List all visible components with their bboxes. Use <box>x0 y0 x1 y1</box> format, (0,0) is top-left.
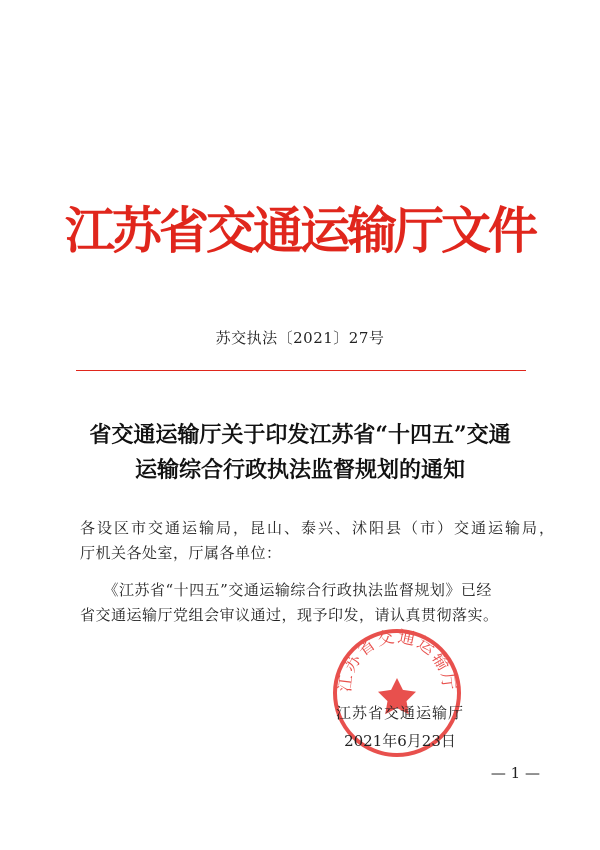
body-paragraph <box>80 578 550 628</box>
signature-date: 2021年6月23日 <box>344 732 456 750</box>
addressees <box>80 516 557 566</box>
addressee-line: 厅机关各处室，厅属各单位： <box>80 544 282 562</box>
seal-text: 江苏省交通运输厅 <box>335 626 459 694</box>
page-number: — 1 — <box>490 764 540 782</box>
addressee-line: 各设区市交通运输局，昆山、泰兴、沭阳县（市）交通运输局， <box>80 519 557 537</box>
notice-title <box>60 418 540 488</box>
issuing-authority-title: 江苏省交通运输厅文件 <box>65 201 535 260</box>
signature-organization: 江苏省交通运输厅 <box>335 704 464 722</box>
notice-title-line: 运输综合行政执法监督规划的通知 <box>134 457 465 483</box>
document-number: 苏交执法〔2021〕27号 <box>215 329 385 347</box>
body-line: 《江苏省“十四五”交通运输综合行政执法监督规划》已经 <box>80 581 492 599</box>
notice-title-line: 省交通运输厅关于印发江苏省“十四五”交通 <box>89 422 511 448</box>
body-line: 省交通运输厅党组会审议通过，现予印发，请认真贯彻落实。 <box>80 606 499 624</box>
red-divider <box>76 370 526 371</box>
